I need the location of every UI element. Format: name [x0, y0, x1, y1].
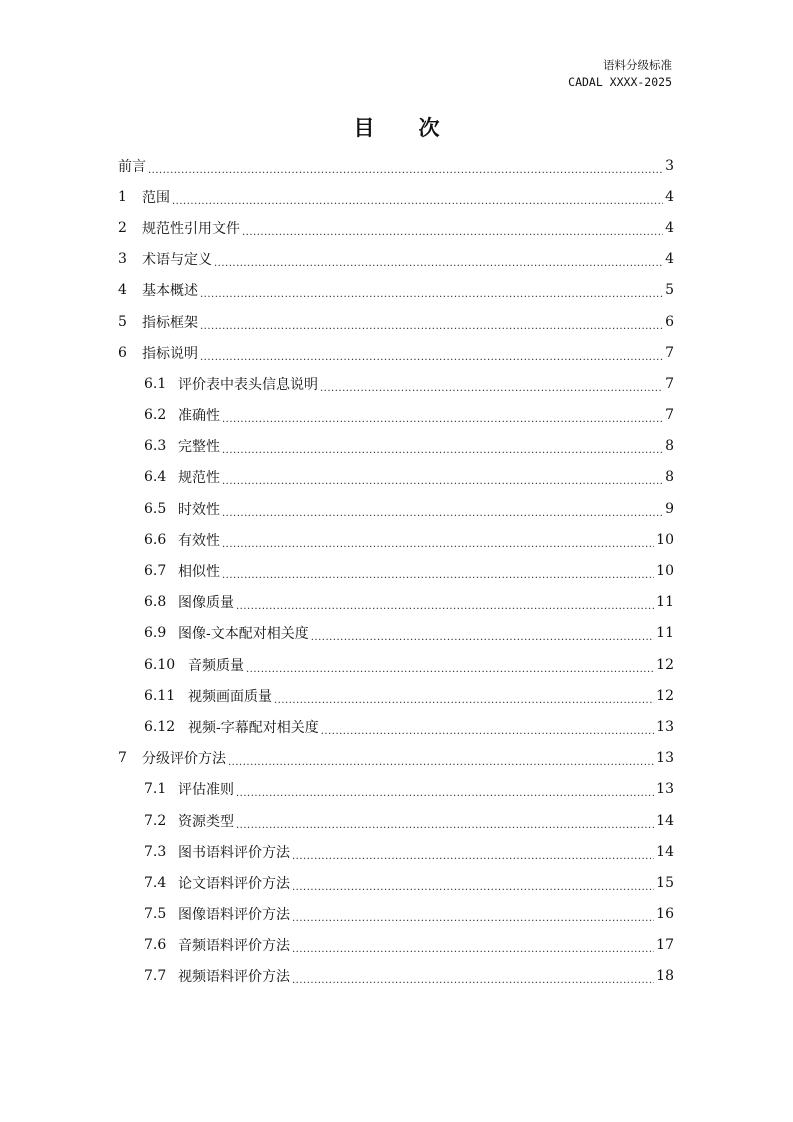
toc-entry-number: 1 — [118, 188, 127, 205]
toc-entry-number: 4 — [118, 282, 127, 299]
dot-leader — [320, 377, 663, 391]
title-char-1: 目 — [353, 116, 375, 140]
toc-entry[interactable] — [118, 337, 674, 368]
toc-entry-label: 时效性 — [178, 501, 220, 518]
toc-entry-page: 4 — [665, 251, 674, 268]
toc-entry-page: 4 — [665, 219, 674, 236]
toc-entry-number: 6.3 — [144, 438, 167, 455]
toc-entry-number: 6.4 — [144, 469, 167, 486]
toc-entry-number: 6.6 — [144, 531, 167, 548]
toc-entry-label: 评估准则 — [178, 782, 234, 799]
toc-entry-label: 分级评价方法 — [142, 751, 226, 768]
dot-leader — [222, 533, 654, 547]
toc-entry-page: 17 — [656, 937, 674, 954]
toc-entry-page: 14 — [656, 812, 674, 829]
toc-entry-label: 图像语料评价方法 — [178, 907, 290, 924]
toc-entry[interactable] — [118, 587, 674, 618]
toc-entry-number: 6.12 — [144, 718, 176, 735]
toc-entry[interactable] — [118, 930, 674, 961]
toc-entry-page: 10 — [656, 563, 674, 580]
dot-leader — [292, 907, 654, 921]
toc-entry-number: 7.5 — [144, 906, 167, 923]
dot-leader — [292, 876, 654, 890]
toc-entry[interactable] — [118, 555, 674, 586]
toc-entry-page: 13 — [656, 750, 674, 767]
toc-entry-number: 6.8 — [144, 594, 167, 611]
toc-entry-label: 指标说明 — [142, 345, 198, 362]
dot-leader — [214, 252, 663, 266]
toc-entry[interactable] — [118, 181, 674, 212]
toc-entry-number: 7.2 — [144, 812, 167, 829]
toc-entry-number: 7.3 — [144, 843, 167, 860]
toc-entry-number: 7 — [118, 750, 127, 767]
toc-entry-label: 完整性 — [178, 439, 220, 456]
toc-entry-page: 7 — [665, 407, 674, 424]
dot-leader — [311, 626, 654, 640]
toc-entry-number: 6.2 — [144, 407, 167, 424]
table-of-contents — [118, 150, 674, 992]
dot-leader — [222, 408, 663, 422]
toc-entry-page: 7 — [665, 375, 674, 392]
toc-entry-label: 规范性 — [178, 470, 220, 487]
toc-entry[interactable] — [118, 306, 674, 337]
toc-entry-label: 音频质量 — [188, 657, 244, 674]
dot-leader — [148, 159, 663, 173]
toc-entry[interactable] — [118, 961, 674, 992]
dot-leader — [222, 502, 663, 516]
toc-entry-label: 术语与定义 — [142, 252, 212, 269]
toc-entry-label: 图书语料评价方法 — [178, 844, 290, 861]
toc-entry-page: 16 — [656, 906, 674, 923]
dot-leader — [222, 470, 663, 484]
title-char-2: 次 — [418, 116, 440, 140]
toc-entry-label: 图像-文本配对相关度 — [178, 626, 309, 643]
toc-entry-number: 6.1 — [144, 375, 167, 392]
dot-leader — [274, 689, 654, 703]
toc-entry-page: 8 — [665, 469, 674, 486]
toc-entry-label: 有效性 — [178, 532, 220, 549]
toc-entry-number: 6.5 — [144, 500, 167, 517]
toc-entry[interactable] — [118, 400, 674, 431]
toc-entry-number: 2 — [118, 219, 127, 236]
toc-entry-number: 6.7 — [144, 563, 167, 580]
dot-leader — [222, 564, 654, 578]
dot-leader — [236, 595, 654, 609]
toc-entry-page: 7 — [665, 344, 674, 361]
toc-entry-page: 18 — [656, 968, 674, 985]
dot-leader — [172, 190, 663, 204]
toc-entry-label: 指标框架 — [142, 314, 198, 331]
standard-name: 语料分级标准 — [603, 58, 672, 72]
toc-entry-label: 评价表中表头信息说明 — [178, 376, 318, 393]
toc-entry[interactable] — [118, 150, 674, 181]
toc-entry[interactable] — [118, 368, 674, 399]
toc-entry-label: 规范性引用文件 — [142, 220, 240, 237]
dot-leader — [236, 814, 654, 828]
toc-entry[interactable] — [118, 711, 674, 742]
toc-entry-label: 论文语料评价方法 — [178, 875, 290, 892]
toc-entry[interactable] — [118, 618, 674, 649]
toc-entry-label: 基本概述 — [142, 283, 198, 300]
toc-entry-page: 11 — [656, 594, 674, 611]
standard-code: CADAL XXXX-2025 — [568, 75, 672, 89]
toc-entry-number: 7.7 — [144, 968, 167, 985]
toc-entry-page: 5 — [665, 282, 674, 299]
toc-entry[interactable] — [118, 774, 674, 805]
dot-leader — [200, 283, 663, 297]
toc-entry[interactable] — [118, 212, 674, 243]
toc-entry[interactable] — [118, 899, 674, 930]
page-title — [0, 112, 793, 142]
toc-entry-page: 15 — [656, 874, 674, 891]
dot-leader — [242, 221, 663, 235]
toc-entry-label: 图像质量 — [178, 595, 234, 612]
toc-entry-page: 10 — [656, 531, 674, 548]
toc-entry-label: 音频语料评价方法 — [178, 938, 290, 955]
toc-entry[interactable] — [118, 431, 674, 462]
toc-entry-number: 6 — [118, 344, 127, 361]
toc-entry[interactable] — [118, 462, 674, 493]
toc-entry-page: 6 — [665, 313, 674, 330]
toc-entry-number: 6.9 — [144, 625, 167, 642]
toc-entry-page: 9 — [665, 500, 674, 517]
toc-entry-label: 范围 — [142, 189, 170, 206]
toc-entry-page: 12 — [656, 687, 674, 704]
dot-leader — [228, 751, 654, 765]
toc-entry-label: 视频-字幕配对相关度 — [188, 719, 319, 736]
toc-entry[interactable] — [118, 680, 674, 711]
toc-entry-page: 4 — [665, 188, 674, 205]
toc-entry[interactable] — [118, 743, 674, 774]
toc-entry-number: 6.11 — [144, 687, 176, 704]
document-header — [568, 57, 672, 91]
toc-entry[interactable] — [118, 493, 674, 524]
toc-entry-number: 3 — [118, 251, 127, 268]
dot-leader — [200, 346, 663, 360]
toc-entry[interactable] — [118, 805, 674, 836]
toc-entry-page: 14 — [656, 843, 674, 860]
toc-entry-number: 7.4 — [144, 874, 167, 891]
toc-entry[interactable] — [118, 275, 674, 306]
toc-entry-page: 8 — [665, 438, 674, 455]
toc-entry-page: 13 — [656, 781, 674, 798]
toc-entry-page: 3 — [665, 157, 674, 174]
dot-leader — [236, 782, 654, 796]
dot-leader — [321, 720, 654, 734]
toc-entry-number: 7.1 — [144, 781, 167, 798]
dot-leader — [200, 315, 663, 329]
toc-entry[interactable] — [118, 836, 674, 867]
dot-leader — [246, 658, 654, 672]
dot-leader — [292, 969, 654, 983]
toc-entry[interactable] — [118, 244, 674, 275]
toc-entry-label: 视频语料评价方法 — [178, 969, 290, 986]
toc-entry-number: 5 — [118, 313, 127, 330]
toc-entry-number: 6.10 — [144, 656, 176, 673]
dot-leader — [292, 938, 654, 952]
toc-entry-page: 11 — [656, 625, 674, 642]
toc-entry[interactable] — [118, 649, 674, 680]
toc-entry-number: 7.6 — [144, 937, 167, 954]
dot-leader — [222, 439, 663, 453]
toc-entry-page: 13 — [656, 718, 674, 735]
toc-entry[interactable] — [118, 867, 674, 898]
toc-entry-label: 视频画面质量 — [188, 688, 272, 705]
toc-entry-label: 资源类型 — [178, 813, 234, 830]
toc-entry-label: 准确性 — [178, 408, 220, 425]
toc-entry-page: 12 — [656, 656, 674, 673]
dot-leader — [292, 845, 654, 859]
toc-entry[interactable] — [118, 524, 674, 555]
toc-entry-label: 相似性 — [178, 564, 220, 581]
toc-entry-label: 前言 — [118, 158, 146, 175]
